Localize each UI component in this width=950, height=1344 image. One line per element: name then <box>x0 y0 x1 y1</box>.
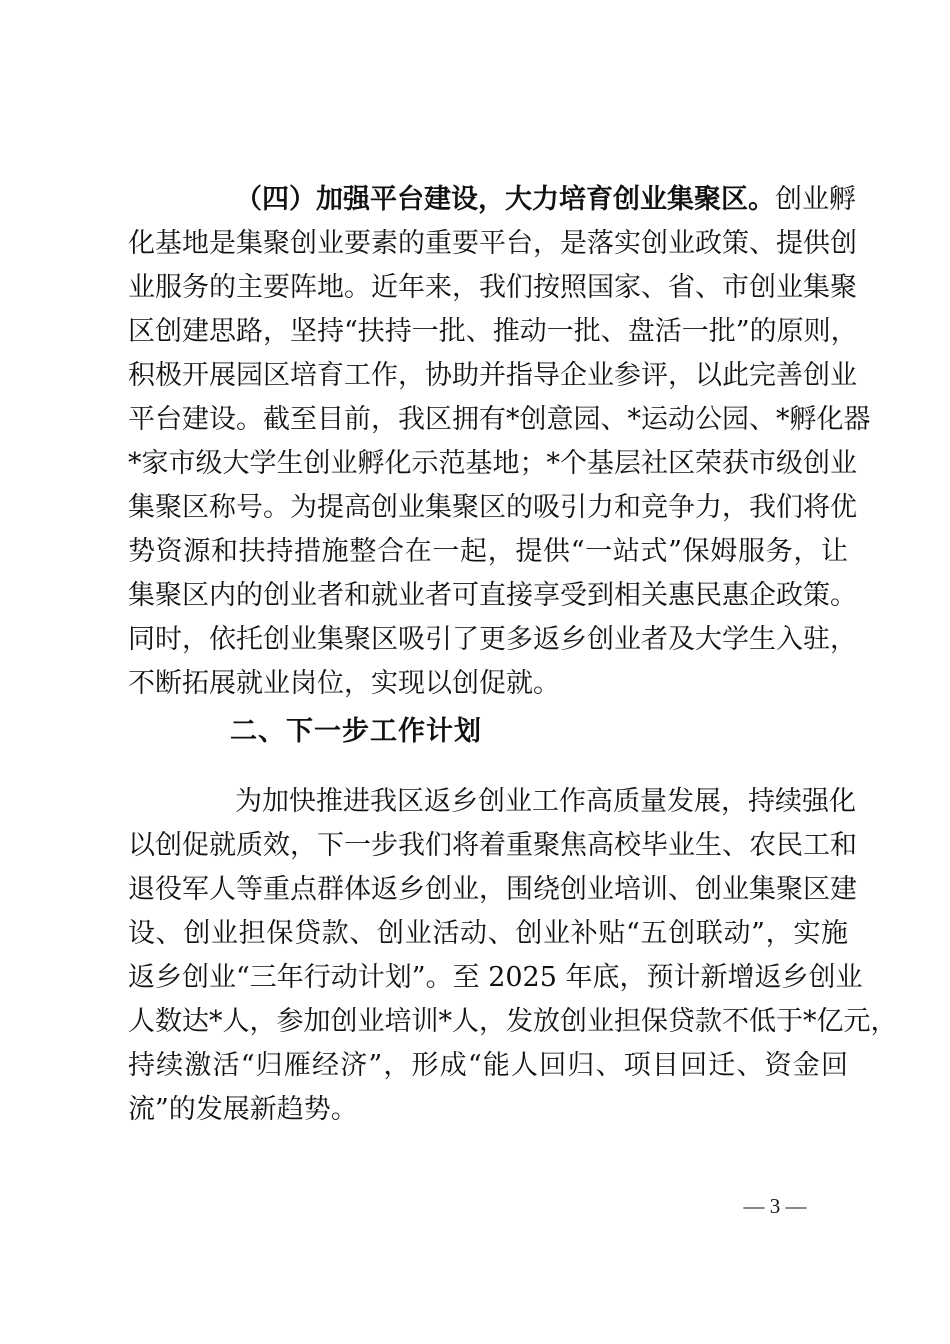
paragraph-line: 化基地是集聚创业要素的重要平台，是落实创业政策、提供创 <box>128 228 857 259</box>
paragraph-line: 持续激活“归雁经济”，形成“能人回归、项目回迁、资金回 <box>128 1050 848 1081</box>
paragraph-line: 返乡创业“三年行动计划”。至 2025 年底，预计新增返乡创业 <box>128 962 863 993</box>
paragraph-line: 同时，依托创业集聚区吸引了更多返乡创业者及大学生入驻， <box>128 624 857 655</box>
paragraph-line: 业服务的主要阵地。近年来，我们按照国家、省、市创业集聚 <box>128 272 857 303</box>
paragraph-line: 集聚区内的创业者和就业者可直接享受到相关惠民惠企政策。 <box>128 580 857 611</box>
paragraph-line: 人数达*人，参加创业培训*人，发放创业担保贷款不低于*亿元， <box>128 1006 898 1037</box>
paragraph-line: 以创促就质效，下一步我们将着重聚焦高校毕业生、农民工和 <box>128 830 857 861</box>
paragraph-line: 集聚区称号。为提高创业集聚区的吸引力和竞争力，我们将优 <box>128 492 857 523</box>
paragraph-line: 退役军人等重点群体返乡创业，围绕创业培训、创业集聚区建 <box>128 874 857 905</box>
paragraph-text: 创业孵 <box>775 184 856 215</box>
paragraph-line: 势资源和扶持措施整合在一起，提供“一站式”保姆服务，让 <box>128 536 848 567</box>
paragraph-line: 不断拓展就业岗位，实现以创促就。 <box>128 668 560 699</box>
section-heading: 二、下一步工作计划 <box>230 716 482 747</box>
paragraph-line: 积极开展园区培育工作，协助并指导企业参评，以此完善创业 <box>128 360 857 391</box>
paragraph-line: *家市级大学生创业孵化示范基地；*个基层社区荣获市级创业 <box>128 448 857 479</box>
paragraph-line: 流”的发展新趋势。 <box>128 1094 358 1125</box>
paragraph-line <box>235 178 856 222</box>
paragraph-line: 为加快推进我区返乡创业工作高质量发展，持续强化 <box>235 786 856 817</box>
section-four-lead: （四）加强平台建设，大力培育创业集聚区。 <box>235 184 775 215</box>
paragraph-line: 区创建思路，坚持“扶持一批、推动一批、盘活一批”的原则， <box>128 316 858 347</box>
paragraph-line: 设、创业担保贷款、创业活动、创业补贴“五创联动”，实施 <box>128 918 848 949</box>
paragraph-line: 平台建设。截至目前，我区拥有*创意园、*运动公园、*孵化器 <box>128 404 871 435</box>
page-number: — 3 — <box>743 1194 807 1218</box>
